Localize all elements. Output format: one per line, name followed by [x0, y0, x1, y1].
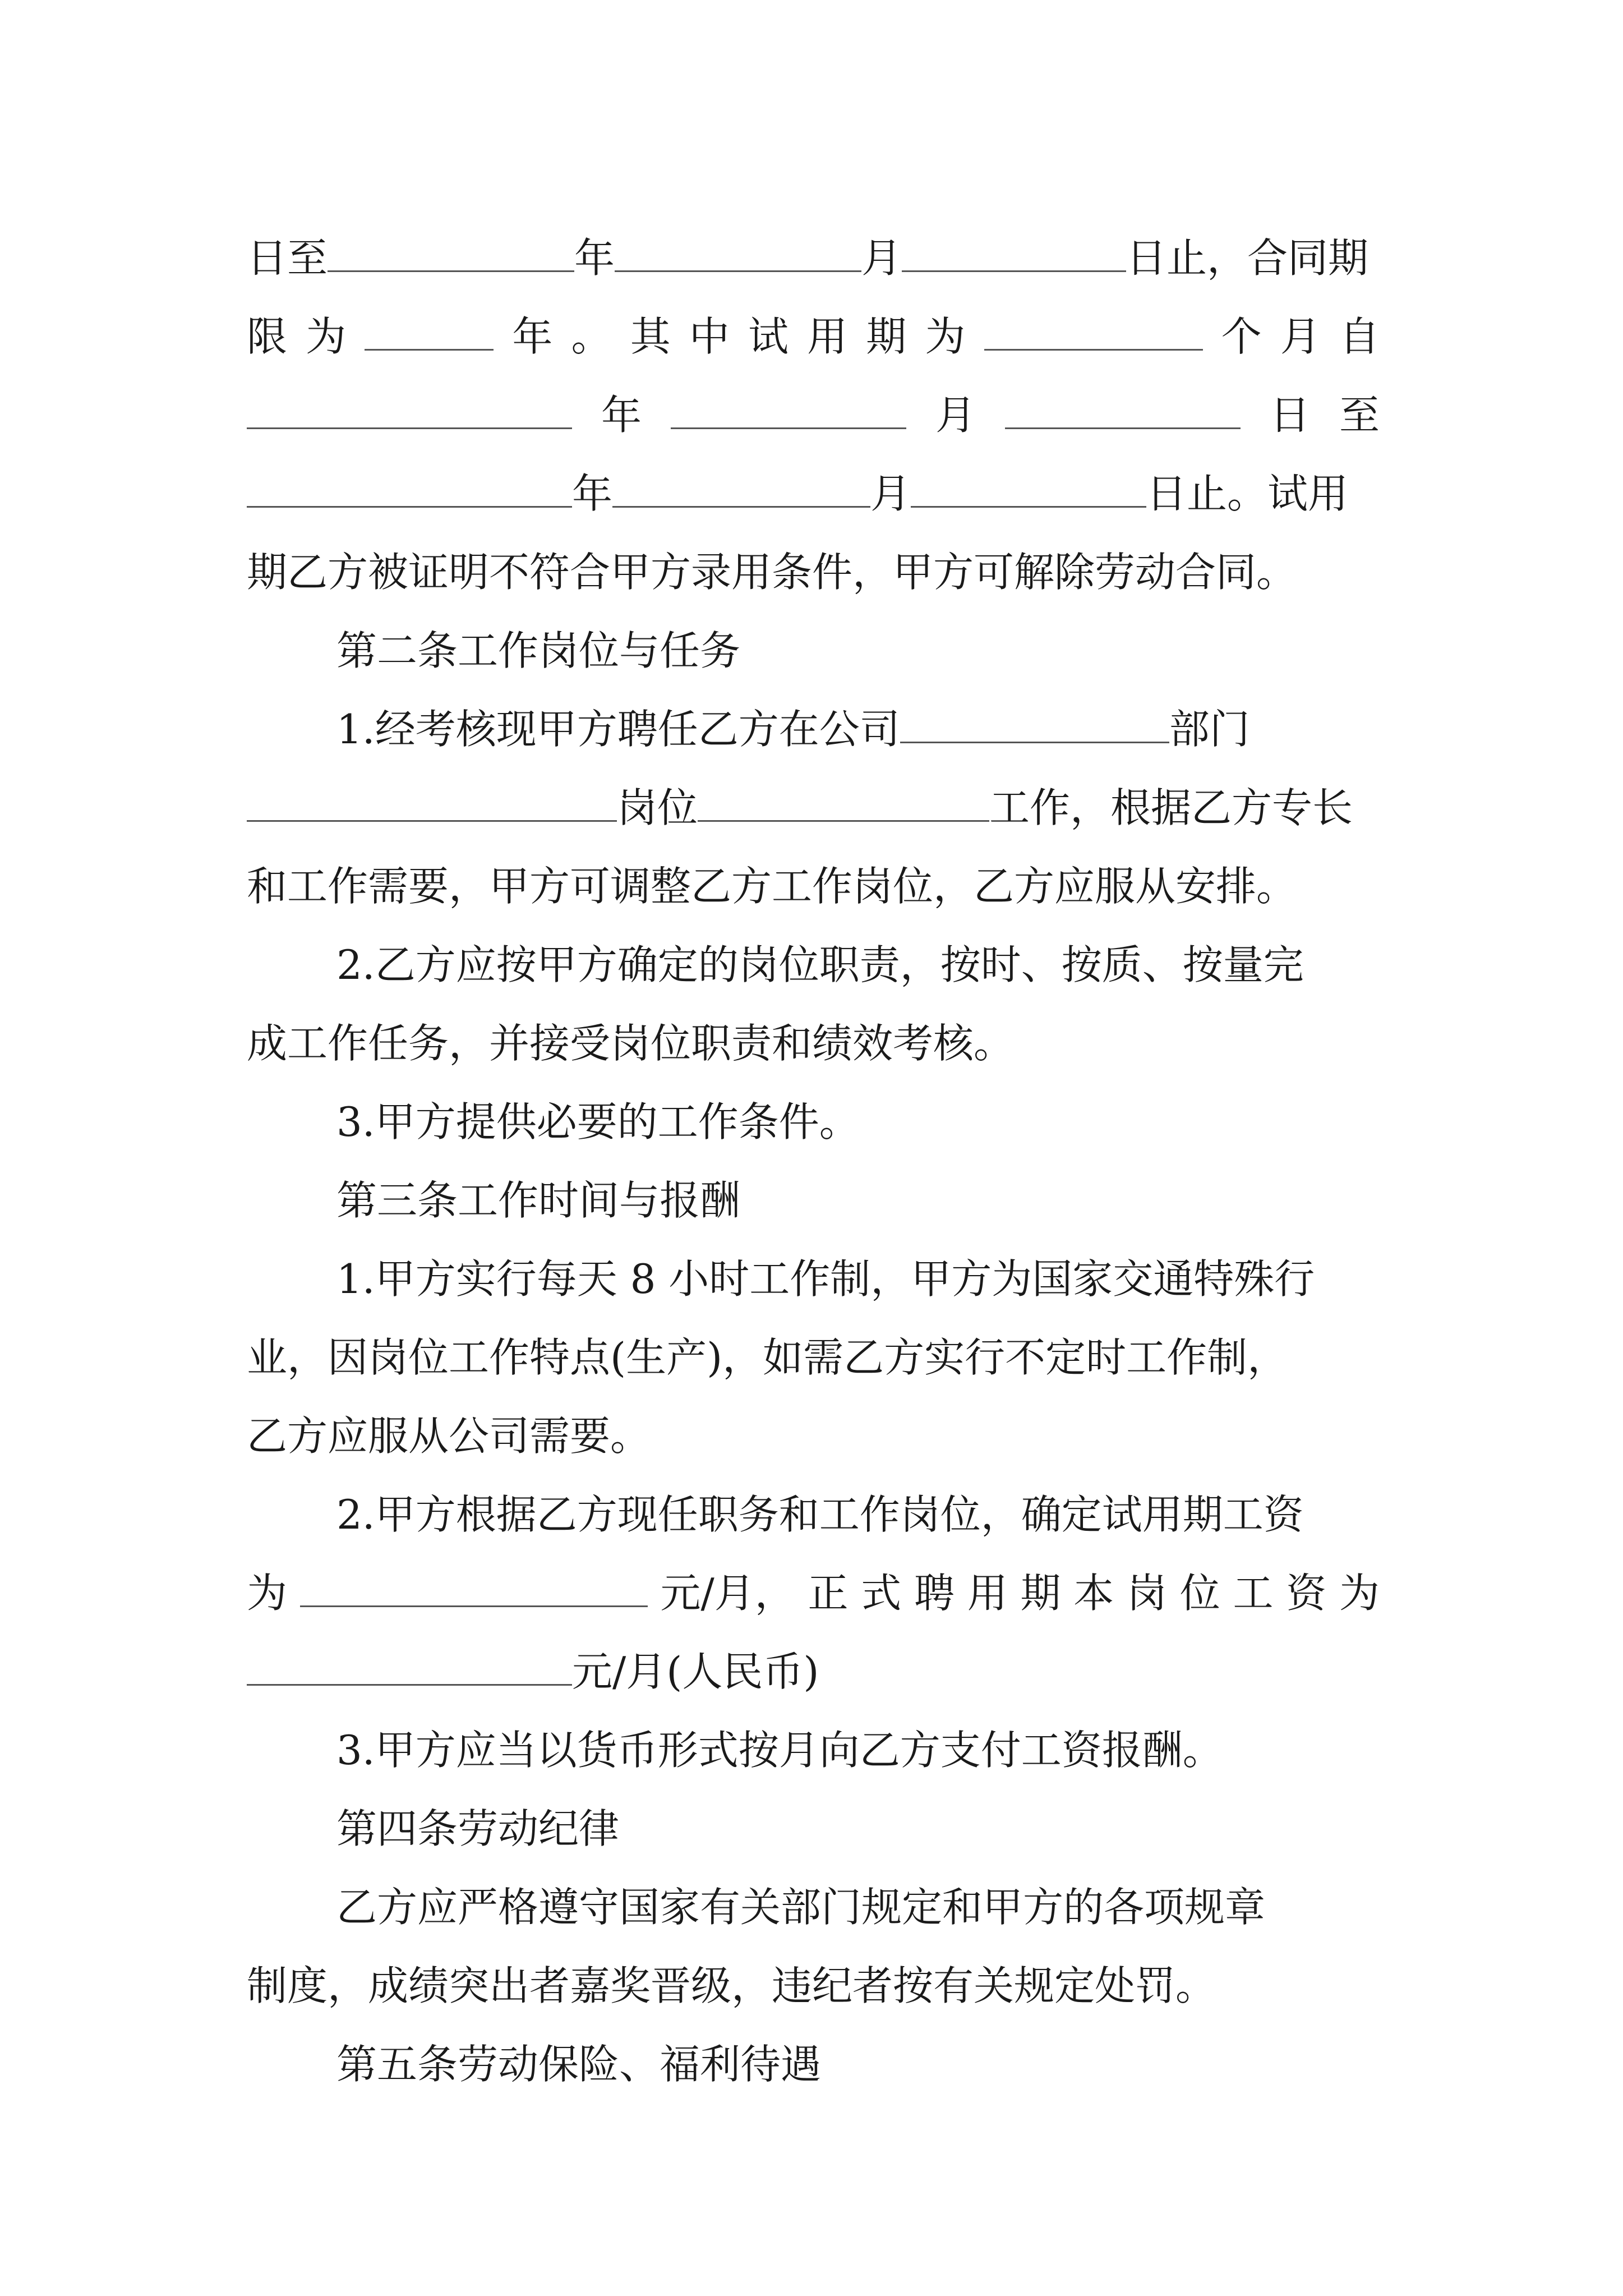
text: 式	[861, 1570, 902, 1617]
heading: 第三条工作时间与报酬	[336, 1177, 741, 1224]
blank-field[interactable]	[902, 227, 1126, 272]
blank-field[interactable]	[911, 462, 1146, 508]
text: 位	[1179, 1570, 1220, 1617]
text: 2.甲方根据乙方现任职务和工作岗位，确定试用期工资	[336, 1491, 1304, 1538]
text: 年	[601, 392, 642, 439]
text: 日止。试用	[1146, 470, 1349, 517]
article-4-line-a	[336, 1874, 1380, 1941]
article-5-title	[336, 2031, 1380, 2098]
article-2-item-1-line-b	[247, 774, 1380, 841]
article-3-item-2-line-b	[247, 1559, 1380, 1627]
blank-field[interactable]	[984, 305, 1203, 351]
article-2-item-1-line-c	[247, 853, 1380, 920]
text: 期	[866, 313, 907, 360]
text: 日止，合同期	[1126, 234, 1369, 282]
blank-field[interactable]	[328, 227, 574, 272]
text: 正	[808, 1570, 849, 1617]
text: 限	[247, 313, 288, 360]
text: 业，因岗位工作特点(生产)，如需乙方实行不定时工作制，	[247, 1334, 1288, 1381]
heading: 第二条工作岗位与任务	[336, 627, 741, 674]
text: 月	[935, 392, 976, 439]
text: 工作，根据乙方专长	[989, 784, 1353, 831]
blank-field[interactable]	[900, 698, 1169, 743]
text: 本	[1073, 1570, 1114, 1617]
text: 制度，成绩突出者嘉奖晋级，违纪者按有关规定处罚。	[247, 1962, 1216, 2009]
blank-field[interactable]	[247, 776, 617, 822]
text: 年	[572, 470, 613, 517]
article-3-item-2-line-c	[247, 1638, 1380, 1705]
text: 1.经考核现甲方聘任乙方在公司	[336, 706, 900, 753]
article-2-item-2-line-a	[336, 931, 1380, 999]
text: 为	[1339, 1570, 1380, 1617]
text: 成工作任务，并接受岗位职责和绩效考核。	[247, 1020, 1015, 1067]
article-2-item-1-line-a	[336, 696, 1380, 763]
blank-field[interactable]	[1005, 384, 1241, 429]
article-2-item-2-line-b	[247, 1010, 1380, 1077]
text: 自	[1339, 313, 1380, 360]
text: 月	[870, 470, 911, 517]
term-line-1	[247, 224, 1380, 292]
term-line-3	[247, 381, 1380, 449]
blank-field[interactable]	[365, 305, 494, 351]
blank-field[interactable]	[612, 462, 870, 508]
text: 元/月(人民币)	[572, 1648, 819, 1695]
text: 用	[967, 1570, 1008, 1617]
text: 。	[571, 313, 612, 360]
text: 为	[306, 313, 347, 360]
blank-field[interactable]	[671, 384, 906, 429]
term-line-4	[247, 460, 1380, 527]
text: 岗位	[617, 784, 698, 831]
text: 为	[925, 313, 966, 360]
text: 期乙方被证明不符合甲方录用条件，甲方可解除劳动合同。	[247, 549, 1297, 596]
text: 用	[807, 313, 848, 360]
text: 岗	[1126, 1570, 1167, 1617]
text: 日至	[247, 234, 328, 282]
text: 月	[1280, 313, 1321, 360]
heading: 第四条劳动纪律	[336, 1805, 620, 1852]
article-4-title	[336, 1795, 1380, 1862]
text: 个	[1221, 313, 1262, 360]
text: 3.甲方应当以货币形式按月向乙方支付工资报酬。	[336, 1727, 1223, 1774]
blank-field[interactable]	[698, 776, 989, 822]
article-4-line-b	[247, 1952, 1380, 2019]
text: 月	[861, 234, 902, 282]
text: 中	[689, 313, 730, 360]
term-line-5	[247, 539, 1380, 606]
text: 和工作需要，甲方可调整乙方工作岗位，乙方应服从安排。	[247, 863, 1297, 910]
text: 聘	[914, 1570, 955, 1617]
article-3-item-1-line-c	[247, 1402, 1380, 1470]
text: 期	[1020, 1570, 1061, 1617]
article-3-title	[336, 1167, 1380, 1234]
blank-field[interactable]	[615, 227, 861, 272]
text: 乙方应服从公司需要。	[247, 1412, 651, 1460]
text: 试	[748, 313, 789, 360]
heading: 第五条劳动保险、福利待遇	[336, 2041, 822, 2088]
article-3-item-2-line-a	[336, 1481, 1380, 1548]
blank-field[interactable]	[300, 1562, 648, 1607]
blank-field[interactable]	[247, 462, 572, 508]
text: 1.甲方实行每天 8 小时工作制，甲方为国家交通特殊行	[336, 1255, 1315, 1303]
article-3-item-1-line-b	[247, 1324, 1380, 1391]
text: 年	[512, 313, 553, 360]
text: 至	[1339, 392, 1380, 439]
text: 年	[574, 234, 615, 282]
text: 资	[1286, 1570, 1327, 1617]
article-2-title	[336, 617, 1380, 684]
text: 其	[630, 313, 671, 360]
text: 日	[1269, 392, 1310, 439]
article-3-item-1-line-a	[336, 1245, 1380, 1313]
article-2-item-3	[336, 1088, 1380, 1156]
blank-field[interactable]	[247, 1640, 572, 1686]
text: 2.乙方应按甲方确定的岗位职责，按时、按质、按量完	[336, 941, 1304, 988]
text: 工	[1233, 1570, 1274, 1617]
blank-field[interactable]	[247, 384, 572, 429]
text: 元/月，	[660, 1570, 795, 1617]
text: 乙方应严格遵守国家有关部门规定和甲方的各项规章	[336, 1884, 1266, 1931]
text: 3.甲方提供必要的工作条件。	[336, 1098, 860, 1145]
text: 部门	[1169, 706, 1250, 753]
term-line-2	[247, 303, 1380, 370]
text: 为	[247, 1570, 288, 1617]
article-3-item-3	[336, 1717, 1380, 1784]
